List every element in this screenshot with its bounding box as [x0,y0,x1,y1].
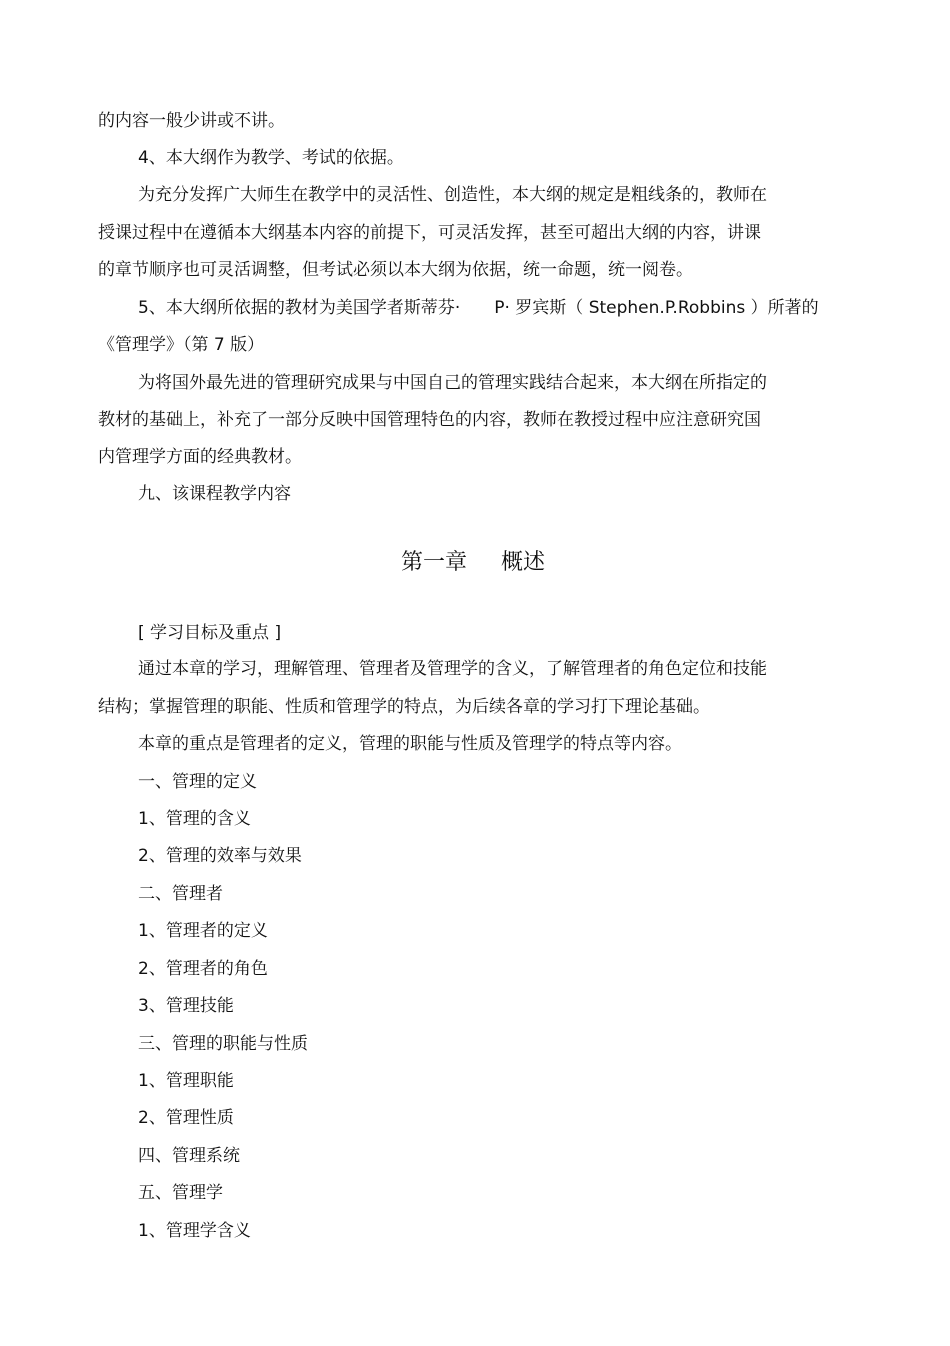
paragraph-line: 授课过程中在遵循本大纲基本内容的前提下，可灵活发挥，甚至可超出大纲的内容，讲课 [98,223,761,243]
outline-item: 1、管理学含义 [138,1221,251,1241]
outline-item: 四、管理系统 [138,1146,240,1166]
list-item-5 [138,297,819,319]
list-item-5-part-a: 5、本大纲所依据的教材为美国学者斯蒂芬· [138,298,461,318]
list-item-4: 4、本大纲作为教学、考试的依据。 [138,148,404,168]
outline-item: 五、管理学 [138,1183,223,1203]
outline-item: 2、管理性质 [138,1108,234,1128]
paragraph-line: 教材的基础上，补充了一部分反映中国管理特色的内容，教师在教授过程中应注意研究国 [98,410,761,430]
outline-item: 三、管理的职能与性质 [138,1034,308,1054]
paragraph-line: 的章节顺序也可灵活调整，但考试必须以本大纲为依据，统一命题，统一阅卷。 [98,260,693,280]
list-item-5-part-b: P· 罗宾斯（ Stephen.P.Robbins ）所著的 [494,298,819,318]
book-title-line: 《管理学》（第 7 版） [98,335,265,355]
outline-item: 1、管理者的定义 [138,921,268,941]
chapter-number: 第一章 [401,550,468,575]
outline-item: 二、管理者 [138,884,223,904]
outline-item: 3、管理技能 [138,996,234,1016]
chapter-title [401,549,545,577]
outline-item: 2、管理的效率与效果 [138,846,302,866]
outline-item: 1、管理的含义 [138,809,251,829]
outline-item: 2、管理者的角色 [138,959,268,979]
paragraph-line: 通过本章的学习，理解管理、管理者及管理学的含义，了解管理者的角色定位和技能 [138,659,767,679]
paragraph-line: 为将国外最先进的管理研究成果与中国自己的管理实践结合起来，本大纲在所指定的 [138,373,767,393]
paragraph-line: 为充分发挥广大师生在教学中的灵活性、创造性，本大纲的规定是粗线条的，教师在 [138,185,767,205]
chapter-name: 概述 [501,550,546,575]
paragraph-line: 结构；掌握管理的职能、性质和管理学的特点，为后续各章的学习打下理论基础。 [98,697,710,717]
paragraph-line: 内管理学方面的经典教材。 [98,447,302,467]
outline-item: 1、管理职能 [138,1071,234,1091]
goals-heading: [ 学习目标及重点 ] [138,623,282,643]
outline-item: 一、管理的定义 [138,772,257,792]
section-heading: 九、该课程教学内容 [138,484,291,504]
paragraph-line: 的内容一般少讲或不讲。 [98,111,285,131]
key-points: 本章的重点是管理者的定义，管理的职能与性质及管理学的特点等内容。 [138,734,682,754]
